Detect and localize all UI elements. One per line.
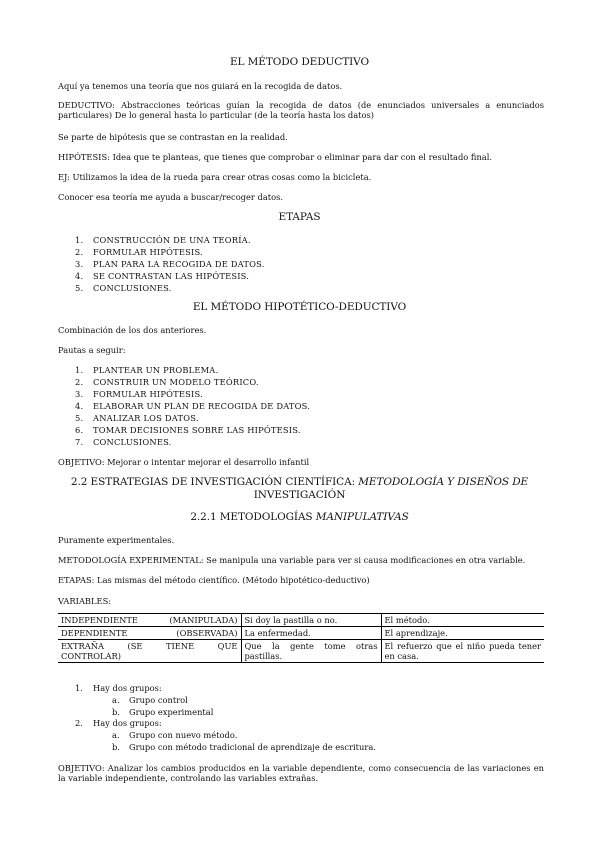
etapas-text: Las mismas del método científico. (Método hipotético-deductivo) <box>94 575 370 585</box>
list-number: 4. <box>75 401 84 411</box>
hipotesis-intro-paragraph: Se parte de hipótesis que se contrastan en la realidad. <box>58 132 288 142</box>
etapa-item <box>75 247 203 257</box>
section-2-2-italic-part: METODOLOGÍA Y DISEÑOS DE <box>358 476 529 488</box>
pauta-item <box>75 413 199 423</box>
hipotesis-label: HIPÓTESIS: <box>58 152 110 162</box>
table-cell: El aprendizaje. <box>381 627 544 640</box>
list-number: 5. <box>75 283 84 293</box>
title-metodo-hipotetico-deductivo: EL MÉTODO HIPOTÉTICO-DEDUCTIVO <box>192 301 407 313</box>
list-number: 3. <box>75 389 84 399</box>
list-letter: a. <box>112 730 120 740</box>
objetivo-paragraph <box>58 457 309 467</box>
list-number: 6. <box>75 425 84 435</box>
list-text: Grupo con nuevo método. <box>129 730 238 740</box>
list-letter: a. <box>112 695 120 705</box>
objetivo-text: Mejorar o intentar mejorar el desarrollo infantil <box>104 457 310 467</box>
list-text: Grupo experimental <box>129 707 214 717</box>
section-2-2-heading-line2: INVESTIGACIÓN <box>253 489 346 501</box>
variables-label: VARIABLES: <box>58 596 112 606</box>
list-number: 1. <box>75 235 84 245</box>
etapas-label: ETAPAS: <box>58 575 95 585</box>
list-text: PLANTEAR UN PROBLEMA. <box>93 365 219 375</box>
objetivo-label: OBJETIVO: <box>58 457 105 467</box>
list-text: ANALIZAR LOS DATOS. <box>93 413 199 423</box>
list-number: 1. <box>75 365 84 375</box>
ejemplo-paragraph: EJ: Utilizamos la idea de la rueda para crear otras cosas como la bicicleta. <box>58 172 372 182</box>
section-2-2-1-heading <box>0 512 599 522</box>
etapa-item <box>75 271 249 281</box>
etapa-item <box>75 283 172 293</box>
list-number: 2. <box>75 718 83 728</box>
variables-table <box>58 613 544 663</box>
intro-paragraph: Aquí ya tenemos una teoría que nos guiará en la recogida de datos. <box>58 81 343 91</box>
list-letter: b. <box>112 707 120 717</box>
title-metodo-deductivo: EL MÉTODO DEDUCTIVO <box>229 56 369 68</box>
list-letter: b. <box>112 742 120 752</box>
list-text: CONSTRUCCIÓN DE UNA TEORÍA. <box>93 235 251 245</box>
pauta-item <box>75 437 172 447</box>
section-2-2-1-italic-part: MANIPULATIVAS <box>315 511 409 523</box>
grupo-item <box>75 683 162 693</box>
list-text: Grupo control <box>129 695 188 705</box>
deductivo-paragraph <box>58 100 544 120</box>
list-text: SE CONTRASTAN LAS HIPÓTESIS. <box>93 271 250 281</box>
hipotesis-text: Idea que te planteas, que tienes que comprobar o eliminar para dar con el resultado final. <box>109 152 493 162</box>
table-cell: Que la gente tome otras pastillas. <box>241 640 381 663</box>
list-text: CONCLUSIONES. <box>93 283 172 293</box>
pauta-item <box>75 401 310 411</box>
list-text: Hay dos grupos: <box>93 683 162 693</box>
pauta-item <box>75 425 301 435</box>
etapa-item <box>75 259 265 269</box>
grupo-item <box>75 718 162 728</box>
pauta-item <box>75 389 203 399</box>
grupo-subitem <box>112 695 188 705</box>
table-cell: DEPENDIENTE (OBSERVADA) <box>58 627 241 640</box>
list-text: CONSTRUIR UN MODELO TEÓRICO. <box>93 377 259 387</box>
table-row <box>58 627 544 640</box>
objetivo-final-paragraph <box>58 763 544 783</box>
grupo-subitem <box>112 707 213 717</box>
deductivo-text: Abstracciones teóricas guían la recogida de datos (de enunciados universales a enunciados particulares) De lo general hasta lo particular (de la teoría hasta los datos) <box>58 100 544 120</box>
list-text: ELABORAR UN PLAN DE RECOGIDA DE DATOS. <box>93 401 311 411</box>
table-row <box>58 614 544 627</box>
section-2-2-1-part: 2.2.1 METODOLOGÍAS <box>190 511 316 523</box>
objetivo-final-text: Analizar los cambios producidos en la variable dependiente, como consecuencia de las variaciones en la variable independiente, controlando las variables extrañas. <box>58 763 544 783</box>
list-number: 2. <box>75 247 84 257</box>
etapas-paragraph <box>58 575 370 585</box>
combinacion-paragraph: Combinación de los dos anteriores. <box>58 325 207 335</box>
table-cell: EXTRAÑA (SE TIENE QUE CONTROLAR) <box>58 640 241 663</box>
metodologia-experimental-label: METODOLOGÍA EXPERIMENTAL: <box>58 555 204 565</box>
list-number: 5. <box>75 413 84 423</box>
section-2-2-part: 2.2 ESTRATEGIAS DE INVESTIGACIÓN CIENTÍFICA: <box>70 476 359 488</box>
list-text: TOMAR DECISIONES SOBRE LAS HIPÓTESIS. <box>93 425 301 435</box>
objetivo-final-label: OBJETIVO: <box>58 763 105 773</box>
etapas-heading: ETAPAS <box>278 211 321 223</box>
list-text: Hay dos grupos: <box>93 718 162 728</box>
list-text: FORMULAR HIPÓTESIS. <box>93 247 203 257</box>
table-cell: La enfermedad. <box>241 627 381 640</box>
etapa-item <box>75 235 251 245</box>
table-cell: Si doy la pastilla o no. <box>241 614 381 627</box>
section-2-2-heading <box>0 477 599 487</box>
pautas-paragraph: Pautas a seguir: <box>58 345 126 355</box>
metodologia-experimental-paragraph <box>58 555 525 565</box>
list-text: FORMULAR HIPÓTESIS. <box>93 389 203 399</box>
metodologia-experimental-text: Se manipula una variable para ver si causa modificaciones en otra variable. <box>203 555 526 565</box>
grupo-subitem <box>112 742 376 752</box>
table-cell: El método. <box>381 614 544 627</box>
table-cell: INDEPENDIENTE (MANIPULADA) <box>58 614 241 627</box>
table-row <box>58 640 544 663</box>
grupo-subitem <box>112 730 237 740</box>
table-cell: El refuerzo que el niño pueda tener en casa. <box>381 640 544 663</box>
list-number: 2. <box>75 377 84 387</box>
list-number: 4. <box>75 271 84 281</box>
deductivo-label: DEDUCTIVO: <box>58 100 115 110</box>
pauta-item <box>75 365 218 375</box>
list-number: 7. <box>75 437 84 447</box>
puramente-paragraph: Puramente experimentales. <box>58 535 175 545</box>
list-text: Grupo con método tradicional de aprendizaje de escritura. <box>129 742 376 752</box>
hipotesis-paragraph <box>58 152 492 162</box>
list-number: 1. <box>75 683 83 693</box>
conocer-paragraph: Conocer esa teoría me ayuda a buscar/recoger datos. <box>58 192 284 202</box>
list-number: 3. <box>75 259 84 269</box>
list-text: CONCLUSIONES. <box>93 437 172 447</box>
list-text: PLAN PARA LA RECOGIDA DE DATOS. <box>93 259 265 269</box>
pauta-item <box>75 377 259 387</box>
